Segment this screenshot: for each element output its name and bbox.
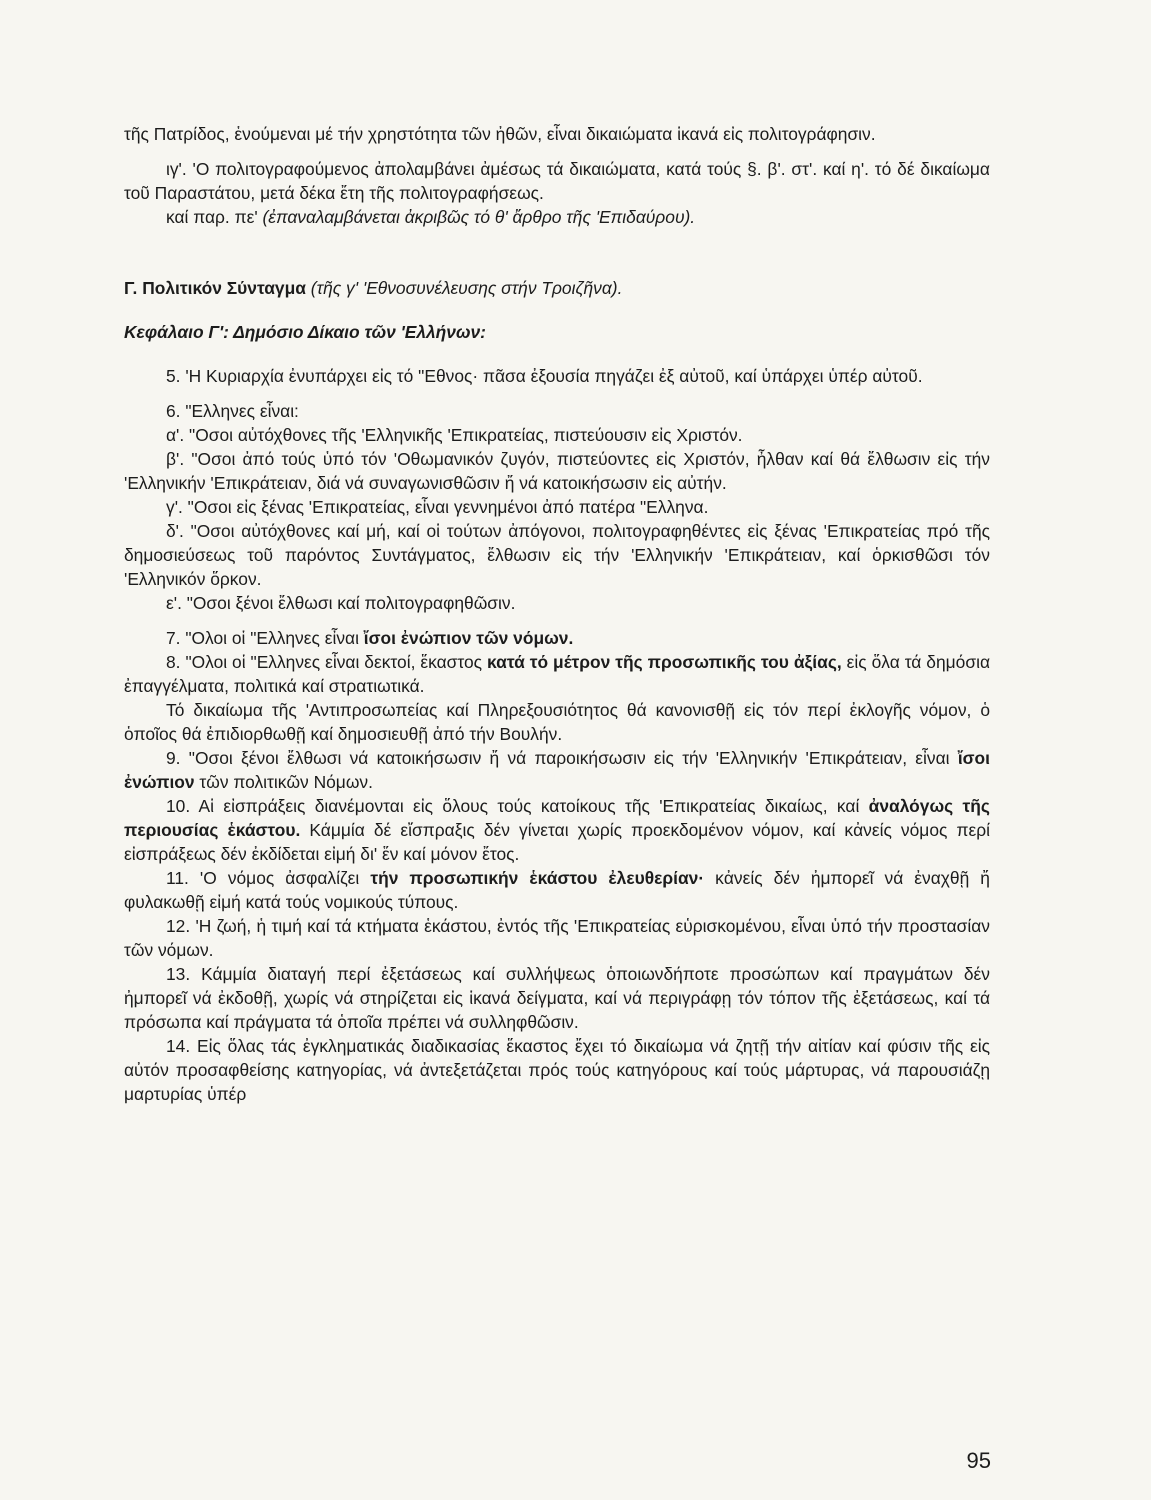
intro-paragraph-3-italic: (ἐπαναλαμβάνεται ἀκριβῶς τό θ' ἄρθρο τῆς 'Επιδαύρου). (262, 207, 696, 227)
article-10-bold: ἀναλόγως τῆς περιουσίας ἑκάστου. (124, 796, 990, 840)
article-8-bold: κατά τό μέτρον τῆς προσωπικῆς του ἀξίας, (487, 652, 842, 672)
article-7 (124, 626, 990, 650)
intro-paragraph-1: τῆς Πατρίδος, ἑνούμεναι μέ τήν χρηστότητα τῶν ἠθῶν, εἶναι δικαιώματα ἱκανά εἰς πολιτογράφησιν. (124, 124, 876, 144)
article-9-text-1: 9. "Οσοι ξένοι ἔλθωσι νά κατοικήσωσιν ἤ νά παροικήσωσιν εἰς τήν 'Ελληνικήν 'Επικράτειαν, εἶναι (166, 748, 950, 768)
article-5: 5. 'Η Κυριαρχία ἐνυπάρχει εἰς τό "Εθνος· πᾶσα ἐξουσία πηγάζει ἐξ αὐτοῦ, καί ὑπάρχει ὑπέρ αὐτοῦ. (166, 366, 923, 386)
article-6-a: α'. "Οσοι αὐτόχθονες τῆς 'Ελληνικῆς 'Επικρατείας, πιστεύουσιν εἰς Χριστόν. (166, 425, 743, 445)
article-11 (124, 866, 990, 914)
article-11-bold: τήν προσωπικήν ἑκάστου ἐλευθερίαν· (370, 868, 705, 888)
article-6-c: γ'. "Οσοι εἰς ξένας 'Επικρατείας, εἶναι γεννημένοι ἀπό πατέρα "Ελληνα. (166, 497, 709, 517)
section-heading (124, 276, 990, 300)
article-8-text-1: 8. "Ολοι οἱ "Ελληνες εἶναι δεκτοί, ἕκαστος (166, 652, 483, 672)
article-9-bold: ἴσοι ἐνώπιον (124, 748, 990, 792)
section-heading-subtitle: (τῆς γ' 'Εθνοσυνέλευσης στήν Τροιζῆνα). (310, 278, 623, 298)
article-11-text-1: 11. 'Ο νόμος ἀσφαλίζει (166, 868, 360, 888)
page-body (124, 122, 990, 1106)
article-14: 14. Εἰς ὅλας τάς ἐγκληματικάς διαδικασίας ἕκαστος ἔχει τό δικαίωμα νά ζητῇ τήν αἰτίαν καί φύσιν τῆς εἰς αὐτόν προσαφθείσης κατηγορίας, νά ἀντεξετάζεται πρός τούς κατηγόρους καί τούς μάρτυρας, νά παρουσιάζῃ μαρτυρίας ὑπέρ (124, 1036, 990, 1104)
article-6-b: β'. "Οσοι ἀπό τούς ὑπό τόν 'Οθωμανικόν ζυγόν, πιστεύοντες εἰς Χριστόν, ἦλθαν καί θά ἔλθωσιν εἰς τήν 'Ελληνικήν 'Επικράτειαν, διά νά συναγωνισθῶσιν ἤ νά κατοικήσωσιν εἰς αὐτήν. (124, 449, 990, 493)
article-7-text: 7. "Ολοι οἱ "Ελληνες εἶναι (166, 628, 359, 648)
article-6-d: δ'. "Οσοι αὐτόχθονες καί μή, καί οἱ τούτων ἀπόγονοι, πολιτογραφηθέντες εἰς ξένας 'Επικρατείας πρό τῆς δημοσιεύσεως τοῦ παρόντος Συντάγματος, ἔλθωσιν εἰς τήν 'Ελληνικήν 'Επικράτειαν, καί ὁρκισθῶσι τόν 'Ελληνικόν ὅρκον. (124, 521, 990, 589)
article-13: 13. Κάμμία διαταγή περί ἐξετάσεως καί συλλήψεως ὁποιωνδήποτε προσώπων καί πραγμάτων δέν ἠμπορεῖ νά ἐκδοθῇ, χωρίς νά στηρίζεται εἰς ἱκανά δείγματα, καί νά περιγράφῃ τόν τόπον τῆς ἐξετάσεως, καί τά πρόσωπα καί πράγματα τά ὁποῖα πρέπει νά συλληφθῶσιν. (124, 964, 990, 1032)
intro-paragraph-3 (124, 205, 990, 229)
article-10-text-1: 10. Αἱ εἰσπράξεις διανέμονται εἰς ὅλους τούς κατοίκους τῆς 'Επικρατείας δικαίως, καί (166, 796, 860, 816)
article-8-text-2: εἰς ὅλα τά δημόσια ἐπαγγέλματα, πολιτικά καί στρατιωτικά. (124, 652, 990, 696)
article-12: 12. 'Η ζωή, ἡ τιμή καί τά κτήματα ἑκάστου, ἐντός τῆς 'Επικρατείας εὑρισκομένου, εἶναι ὑπό τήν προστασίαν τῶν νόμων. (124, 916, 990, 960)
chapter-heading: Κεφάλαιο Γ': Δημόσιο Δίκαιο τῶν 'Ελλήνων: (124, 322, 486, 342)
article-6-intro: 6. "Ελληνες εἶναι: (166, 401, 299, 421)
article-6-e: ε'. "Οσοι ξένοι ἔλθωσι καί πολιτογραφηθῶσιν. (166, 593, 516, 613)
article-10 (124, 794, 990, 866)
intro-paragraph-3-text: καί παρ. πε' (166, 207, 258, 227)
article-9 (124, 746, 990, 794)
article-7-bold: ἴσοι ἐνώπιον τῶν νόμων. (363, 628, 574, 648)
intro-paragraph-2: ιγ'. 'Ο πολιτογραφούμενος ἀπολαμβάνει ἀμέσως τά δικαιώματα, κατά τούς §. β'. στ'. καί η'. τό δέ δικαίωμα τοῦ Παραστάτου, μετά δέκα ἔτη τῆς πολιτογραφήσεως. (124, 159, 990, 203)
article-10-text-2: Κάμμία δέ εἴσπραξις δέν γίνεται χωρίς προεκδομένον νόμον, καί κἀνείς νόμος περί εἰσπράξεως δέν ἐκδίδεται εἰμή δι' ἕν καί μόνον ἔτος. (124, 820, 990, 864)
article-8-paragraph-2: Τό δικαίωμα τῆς 'Αντιπροσωπείας καί Πληρεξουσιότητος θά κανονισθῇ εἰς τόν περί ἐκλογῆς νόμον, ὁ ὁποῖος θά ἐπιδιορθωθῇ καί δημοσιευθῇ ἀπό τήν Βουλήν. (124, 700, 990, 744)
article-9-text-2: τῶν πολιτικῶν Νόμων. (199, 772, 373, 792)
section-heading-title: Γ. Πολιτικόν Σύνταγμα (124, 278, 306, 298)
article-11-text-2: κἀνείς δέν ἠμπορεῖ νά ἐναχθῇ ἤ φυλακωθῇ εἰμή κατά τούς νομικούς τύπους. (124, 868, 990, 912)
page-number: 95 (966, 1448, 991, 1473)
article-8 (124, 650, 990, 698)
